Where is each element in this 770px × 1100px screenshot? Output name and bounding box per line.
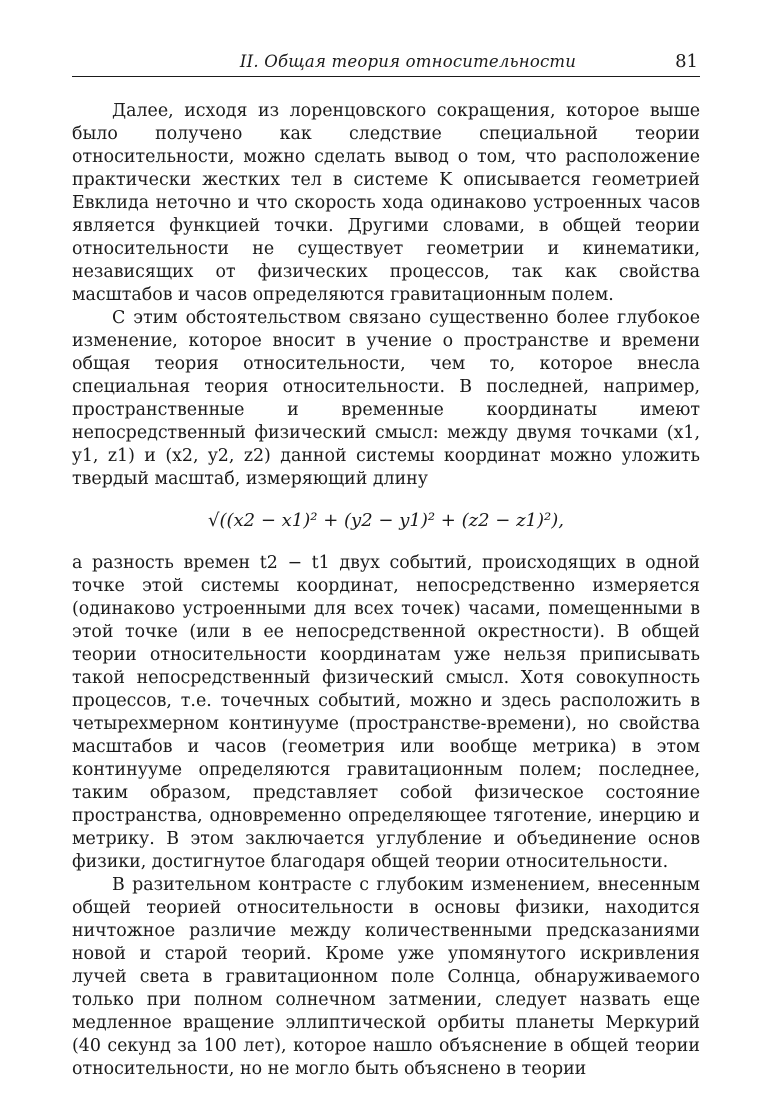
running-title: II. Общая теория относительности bbox=[239, 52, 577, 71]
paragraph-2: С этим обстоятельством связано существенно более глубокое изменение, которое вносит в учение о пространстве и времени общая теория относительности, чем то, которое внесла специальная теория относительности. В последней, например, пространственные и временные координаты имеют непосредственный физический смысл: между двумя точками (x1, y1, z1) и (x2, y2, z2) данной системы координат можно уложить твердый масштаб, измеряющий длину bbox=[72, 308, 700, 489]
page-number: 81 bbox=[675, 51, 698, 72]
page-body bbox=[72, 100, 700, 1081]
paragraph-4: В разительном контрасте с глубоким изменением, внесенным общей теорией относительности в основы физики, находится ничтожное различие между количественными предсказаниями новой и старой теорий. Кроме уже упомянутого искривления лучей света в гравитационном поле Солнца, обнаруживаемого только при полном солнечном затмении, следует назвать еще медленное вращение эллиптической орбиты планеты Меркурий (40 секунд за 100 лет), которое нашло объяснение в общей теории относительности, но не могло быть объяснено в теории bbox=[72, 875, 700, 1079]
running-header bbox=[72, 50, 700, 77]
paragraph-3: а разность времен t2 − t1 двух событий, происходящих в одной точке этой системы координат, непосредственно измеряется (одинаково устроенными для всех точек) часами, помещенными в этой точке (или в ее непосредственной окрестности). В общей теории относительности координатам уже нельзя приписывать такой непосредственный физический смысл. Хотя совокупность процессов, т.е. точечных событий, можно и здесь расположить в четырехмерном континууме (пространстве-времени), но свойства масштабов и часов (геометрия или вообще метрика) в этом континууме определяются гравитационным полем; последнее, таким образом, представляет собой физическое состояние пространства, одновременно определяющее тяготение, инерцию и метрику. В этом заключается углубление и объединение основ физики, достигнутое благодаря общей теории относительности. bbox=[72, 553, 700, 872]
distance-formula bbox=[72, 503, 700, 539]
formula-text: √((x2 − x1)² + (y2 − y1)² + (z2 − z1)²), bbox=[208, 510, 564, 531]
paragraph-1: Далее, исходя из лоренцовского сокращения, которое выше было получено как следствие специальной теории относительности, можно сделать вывод о том, что расположение практически жестких тел в системе K описывается геометрией Евклида неточно и что скорость хода одинаково устроенных часов является функцией точки. Другими словами, в общей теории относительности не существует геометрии и кинематики, независящих от физических процессов, так как свойства масштабов и часов определяются гравитационным полем. bbox=[72, 101, 700, 305]
